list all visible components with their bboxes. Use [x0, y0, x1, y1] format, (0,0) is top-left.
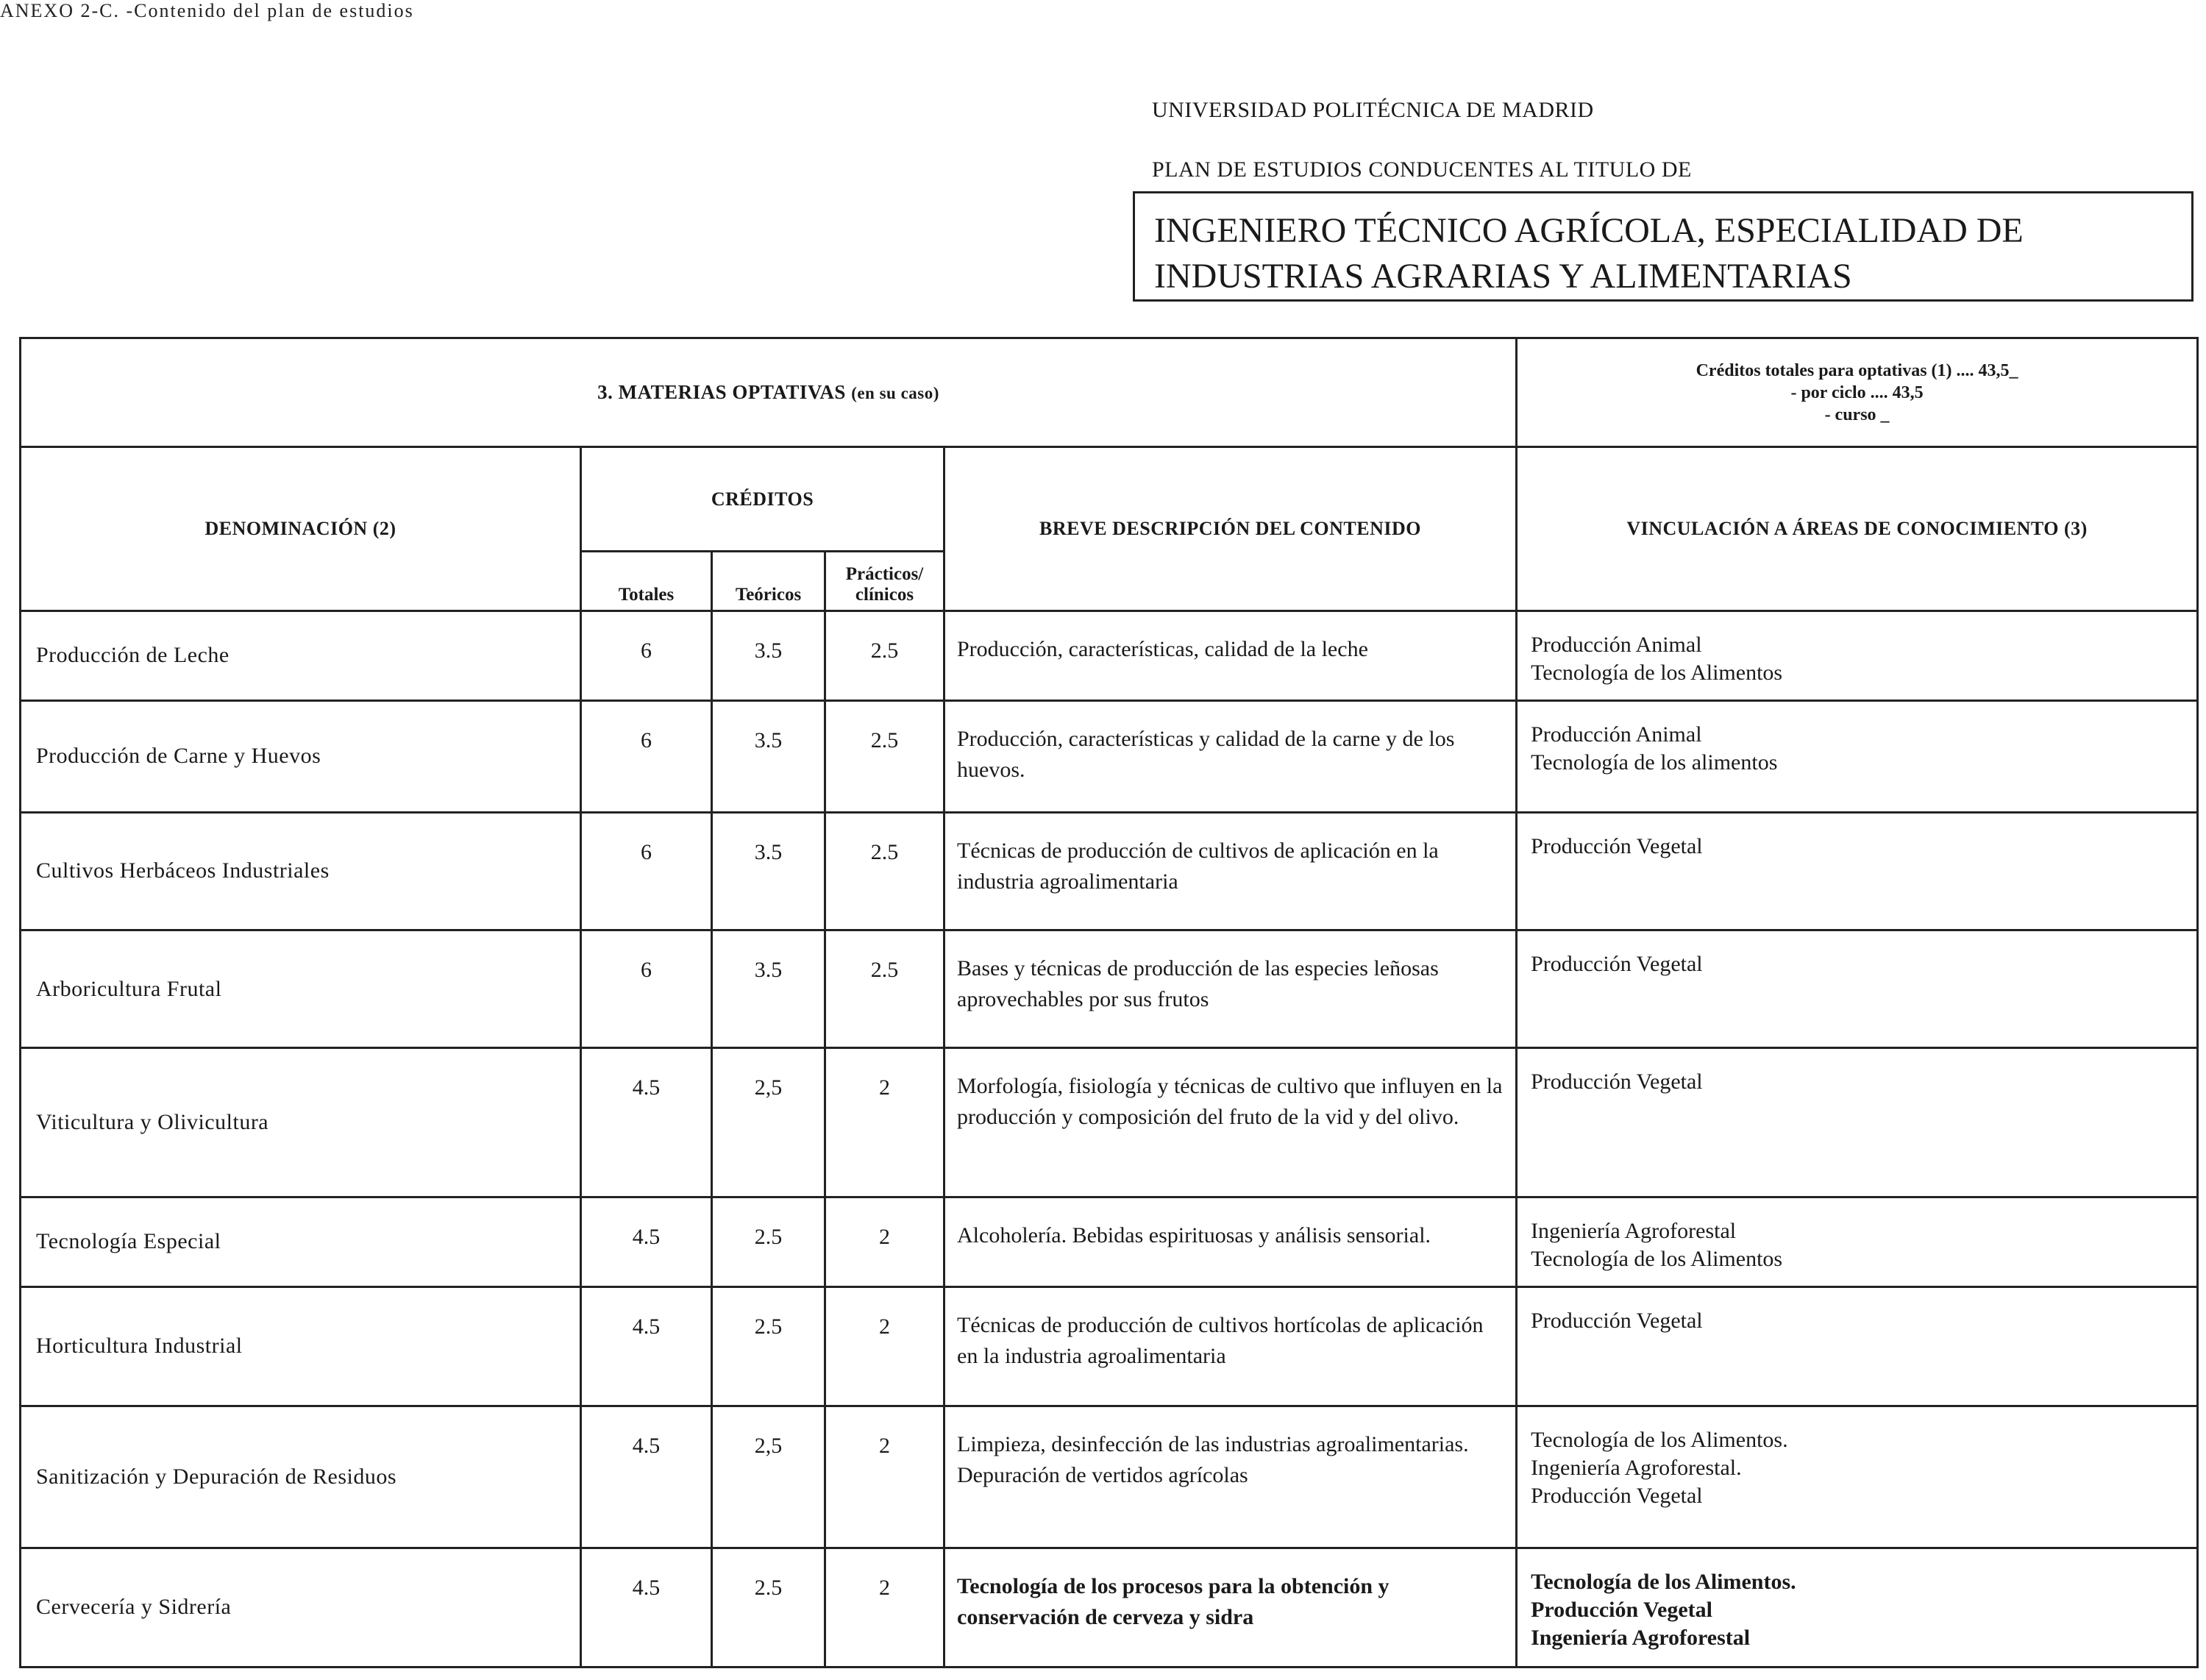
- credits-practicos: 2.5: [825, 930, 944, 1048]
- credits-totales: 6: [581, 611, 712, 701]
- subject-name: Sanitización y Depuración de Residuos: [21, 1406, 581, 1548]
- subject-row: [21, 700, 2198, 812]
- subject-row: [21, 611, 2198, 701]
- creditos-header: CRÉDITOS: [581, 447, 944, 552]
- credits-teoricos: 3.5: [712, 700, 825, 812]
- subject-name: Producción de Leche: [21, 611, 581, 701]
- credits-teoricos: 2,5: [712, 1048, 825, 1197]
- section-note: (en su caso): [851, 384, 939, 403]
- subject-name: Cultivos Herbáceos Industriales: [21, 812, 581, 930]
- knowledge-areas: [1517, 1048, 2198, 1197]
- subject-description: Bases y técnicas de producción de las especies leñosas aprovechables por sus frutos: [944, 930, 1517, 1048]
- knowledge-area: Producción Vegetal: [1531, 1308, 1703, 1333]
- teoricos-header: Teóricos: [712, 552, 825, 611]
- university-name: UNIVERSIDAD POLITÉCNICA DE MADRID: [1152, 98, 1594, 122]
- knowledge-area: Tecnología de los Alimentos.: [1531, 1427, 1788, 1452]
- column-header-row: [21, 447, 2198, 552]
- degree-title-box: INGENIERO TÉCNICO AGRÍCOLA, ESPECIALIDAD DE INDUSTRIAS AGRARIAS Y ALIMENTARIAS: [1133, 191, 2193, 302]
- subject-name: Producción de Carne y Huevos: [21, 700, 581, 812]
- subject-row: [21, 1048, 2198, 1197]
- credits-totales: 4.5: [581, 1197, 712, 1287]
- knowledge-area: Ingeniería Agroforestal: [1531, 1219, 1737, 1244]
- knowledge-areas: [1517, 611, 2198, 701]
- subject-description: Producción, características y calidad de la carne y de los huevos.: [944, 700, 1517, 812]
- subject-row: [21, 812, 2198, 930]
- credits-totales: 4.5: [581, 1048, 712, 1197]
- knowledge-area: Producción Animal: [1531, 633, 1702, 658]
- subject-description: Alcoholería. Bebidas espirituosas y análisis sensorial.: [944, 1197, 1517, 1287]
- descripcion-header: BREVE DESCRIPCIÓN DEL CONTENIDO: [944, 447, 1517, 611]
- credits-totales: 4.5: [581, 1286, 712, 1406]
- subject-name: Viticultura y Olivicultura: [21, 1048, 581, 1197]
- credits-totales: 6: [581, 930, 712, 1048]
- knowledge-area: Ingeniería Agroforestal: [1531, 1625, 1751, 1650]
- credits-teoricos: 3.5: [712, 812, 825, 930]
- knowledge-area: Tecnología de los Alimentos: [1531, 661, 1783, 686]
- subject-row: [21, 1548, 2198, 1667]
- subject-description: Técnicas de producción de cultivos hortícolas de aplicación en la industria agroalimentaria: [944, 1286, 1517, 1406]
- annex-heading: ANEXO 2-C. -Contenido del plan de estudios: [0, 0, 414, 21]
- subject-row: [21, 930, 2198, 1048]
- credits-teoricos: 2.5: [712, 1197, 825, 1287]
- credits-practicos: 2: [825, 1048, 944, 1197]
- subject-name: Cervecería y Sidrería: [21, 1548, 581, 1667]
- section-title-cell: [21, 338, 1517, 447]
- plan-label: PLAN DE ESTUDIOS CONDUCENTES AL TITULO DE: [1152, 157, 1692, 182]
- subject-row: [21, 1197, 2198, 1287]
- credits-practicos: 2: [825, 1548, 944, 1667]
- knowledge-areas: [1517, 930, 2198, 1048]
- credits-teoricos: 2.5: [712, 1286, 825, 1406]
- subject-name: Horticultura Industrial: [21, 1286, 581, 1406]
- knowledge-area: Producción Vegetal: [1531, 1597, 1713, 1622]
- knowledge-areas: [1517, 1286, 2198, 1406]
- denominacion-header: DENOMINACIÓN (2): [21, 447, 581, 611]
- credits-total-line: Créditos totales para optativas (1) .... 43,5_: [1696, 360, 2018, 380]
- credits-practicos: 2.5: [825, 611, 944, 701]
- practicos-header: Prácticos/ clínicos: [825, 552, 944, 611]
- knowledge-area: Tecnología de los Alimentos.: [1531, 1569, 1796, 1594]
- knowledge-areas: [1517, 1406, 2198, 1548]
- credits-practicos: 2.5: [825, 812, 944, 930]
- section-title: 3. MATERIAS OPTATIVAS: [597, 381, 846, 404]
- subject-name: Arboricultura Frutal: [21, 930, 581, 1048]
- credits-course-line: - curso _: [1824, 405, 1890, 424]
- credits-cycle-line: - por ciclo .... 43,5: [1790, 382, 1924, 402]
- knowledge-area: Producción Vegetal: [1531, 952, 1703, 977]
- credits-teoricos: 3.5: [712, 611, 825, 701]
- subject-row: [21, 1286, 2198, 1406]
- knowledge-areas: [1517, 1548, 2198, 1667]
- knowledge-areas: [1517, 1197, 2198, 1287]
- credits-teoricos: 2,5: [712, 1406, 825, 1548]
- credits-totales: 4.5: [581, 1406, 712, 1548]
- credits-summary-cell: [1517, 338, 2198, 447]
- knowledge-area: Tecnología de los Alimentos: [1531, 1247, 1783, 1272]
- subject-name: Tecnología Especial: [21, 1197, 581, 1287]
- subject-description: Morfología, fisiología y técnicas de cultivo que influyen en la producción y composición del fruto de la vid y del olivo.: [944, 1048, 1517, 1197]
- credits-teoricos: 3.5: [712, 930, 825, 1048]
- credits-practicos: 2: [825, 1406, 944, 1548]
- credits-practicos: 2: [825, 1286, 944, 1406]
- subject-row: [21, 1406, 2198, 1548]
- subject-description: Tecnología de los procesos para la obtención y conservación de cerveza y sidra: [944, 1548, 1517, 1667]
- section-header-row: [21, 338, 2198, 447]
- vinculacion-header: VINCULACIÓN A ÁREAS DE CONOCIMIENTO (3): [1517, 447, 2198, 611]
- subject-description: Técnicas de producción de cultivos de aplicación en la industria agroalimentaria: [944, 812, 1517, 930]
- optional-subjects-table: [19, 337, 2199, 1668]
- knowledge-areas: [1517, 700, 2198, 812]
- knowledge-area: Producción Animal: [1531, 722, 1702, 747]
- credits-totales: 6: [581, 812, 712, 930]
- knowledge-area: Producción Vegetal: [1531, 833, 1703, 858]
- credits-practicos: 2.5: [825, 700, 944, 812]
- credits-practicos: 2: [825, 1197, 944, 1287]
- credits-teoricos: 2.5: [712, 1548, 825, 1667]
- credits-totales: 6: [581, 700, 712, 812]
- subject-description: Producción, características, calidad de la leche: [944, 611, 1517, 701]
- knowledge-areas: [1517, 812, 2198, 930]
- subject-description: Limpieza, desinfección de las industrias agroalimentarias. Depuración de vertidos agrícolas: [944, 1406, 1517, 1548]
- knowledge-area: Producción Vegetal: [1531, 1069, 1703, 1095]
- knowledge-area: Producción Vegetal: [1531, 1483, 1703, 1508]
- knowledge-area: Ingeniería Agroforestal.: [1531, 1455, 1742, 1480]
- totales-header: Totales: [581, 552, 712, 611]
- knowledge-area: Tecnología de los alimentos: [1531, 750, 1778, 775]
- credits-totales: 4.5: [581, 1548, 712, 1667]
